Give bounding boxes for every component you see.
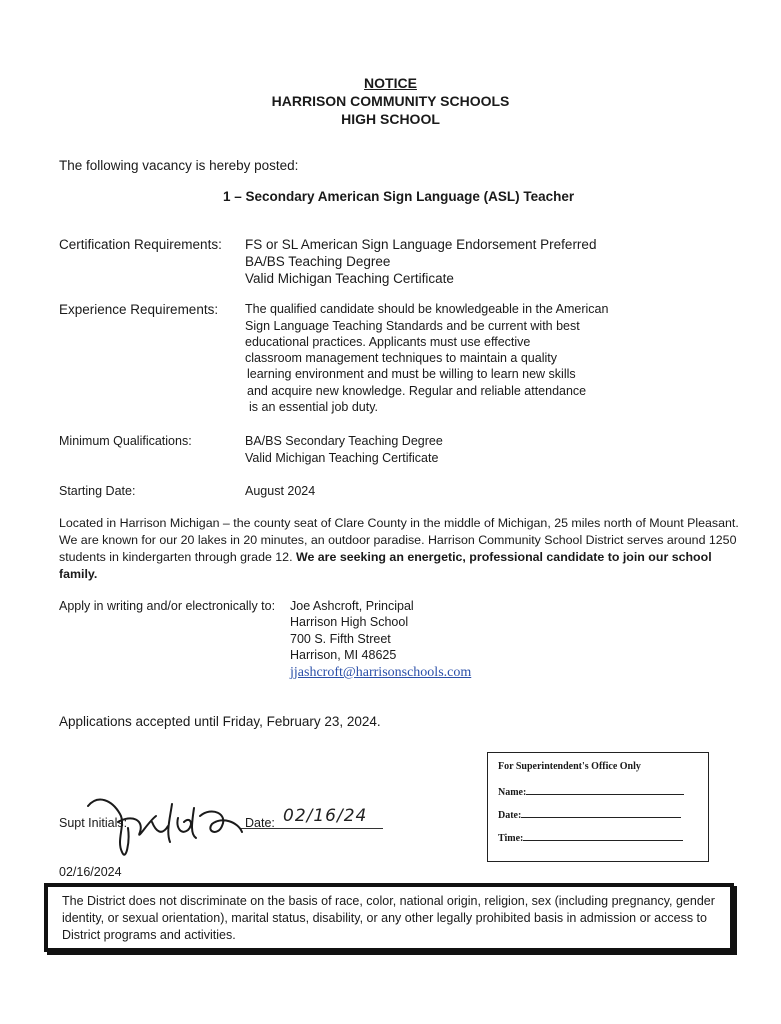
location-emphasis: We are seeking an energetic, professional candidate to join our school family. (59, 550, 712, 581)
office-time-label: Time: (498, 833, 524, 844)
nondiscrimination-text: The District does not discriminate on the basis of race, color, national origin, religion, sex (including pregnancy, gender identity, or sexual orientation), marital status, disability, or any other legally prohibited basis in admission or access to District programs and activities. (62, 894, 715, 942)
signature-date-label: Date: (245, 816, 275, 830)
office-name-row (498, 785, 684, 798)
supt-initials-label: Supt Initials: (59, 816, 128, 830)
office-use-box (487, 752, 709, 862)
certification-line: FS or SL American Sign Language Endorsement Preferred (245, 237, 597, 252)
location-text: students in kindergarten through grade 12. (59, 550, 293, 564)
experience-label: Experience Requirements: (59, 302, 219, 317)
signature-date-line (241, 828, 383, 829)
experience-line: and acquire new knowledge. Regular and reliable attendance (247, 384, 587, 398)
starting-value: August 2024 (245, 484, 316, 498)
deadline-text: Applications accepted until Friday, February 23, 2024. (59, 714, 381, 729)
district-name: HARRISON COMMUNITY SCHOOLS (271, 93, 510, 109)
experience-line: learning environment and must be willing to learn new skills (247, 367, 576, 381)
minimum-line: Valid Michigan Teaching Certificate (245, 451, 439, 465)
office-box-title: For Superintendent's Office Only (498, 761, 641, 772)
apply-email-link[interactable]: jjashcroft@harrisonschools.com (290, 665, 472, 680)
printed-date: 02/16/2024 (59, 865, 122, 879)
experience-line: educational practices. Applicants must use effective (245, 335, 531, 349)
location-line: We are known for our 20 lakes in 20 minutes, an outdoor paradise. Harrison Community School District serves around 1250 (59, 533, 737, 547)
apply-city: Harrison, MI 48625 (290, 648, 397, 662)
certification-label: Certification Requirements: (59, 237, 222, 252)
handwritten-date: 02/16/24 (283, 806, 368, 826)
minimum-label: Minimum Qualifications: (59, 434, 192, 448)
apply-school: Harrison High School (290, 615, 409, 629)
experience-line: is an essential job duty. (249, 400, 379, 414)
notice-title: NOTICE (364, 75, 417, 91)
minimum-line: BA/BS Secondary Teaching Degree (245, 434, 443, 448)
experience-line: Sign Language Teaching Standards and be current with best (245, 319, 580, 333)
certification-line: Valid Michigan Teaching Certificate (245, 271, 454, 286)
office-name-label: Name: (498, 787, 527, 798)
starting-label: Starting Date: (59, 484, 136, 498)
apply-name: Joe Ashcroft, Principal (290, 599, 414, 613)
office-name-line (526, 785, 684, 795)
experience-line: The qualified candidate should be knowledgeable in the American (245, 302, 609, 316)
office-date-label: Date: (498, 810, 522, 821)
school-name: HIGH SCHOOL (341, 111, 440, 127)
handwritten-signature (82, 792, 252, 867)
position-title: 1 – Secondary American Sign Language (ASL) Teacher (223, 189, 575, 204)
location-line-3 (59, 549, 749, 583)
office-time-line (523, 831, 683, 841)
certification-line: BA/BS Teaching Degree (245, 254, 391, 269)
apply-street: 700 S. Fifth Street (290, 632, 391, 646)
office-date-line (521, 808, 681, 818)
office-time-row (498, 831, 683, 844)
experience-line: classroom management techniques to maintain a quality (245, 351, 557, 365)
office-date-row (498, 808, 681, 821)
location-line: Located in Harrison Michigan – the county seat of Clare County in the middle of Michigan, 25 miles north of Mount Pleasant. (59, 516, 739, 530)
apply-label: Apply in writing and/or electronically to: (59, 599, 276, 613)
nondiscrimination-statement (44, 883, 734, 952)
intro-text: The following vacancy is hereby posted: (59, 158, 299, 173)
